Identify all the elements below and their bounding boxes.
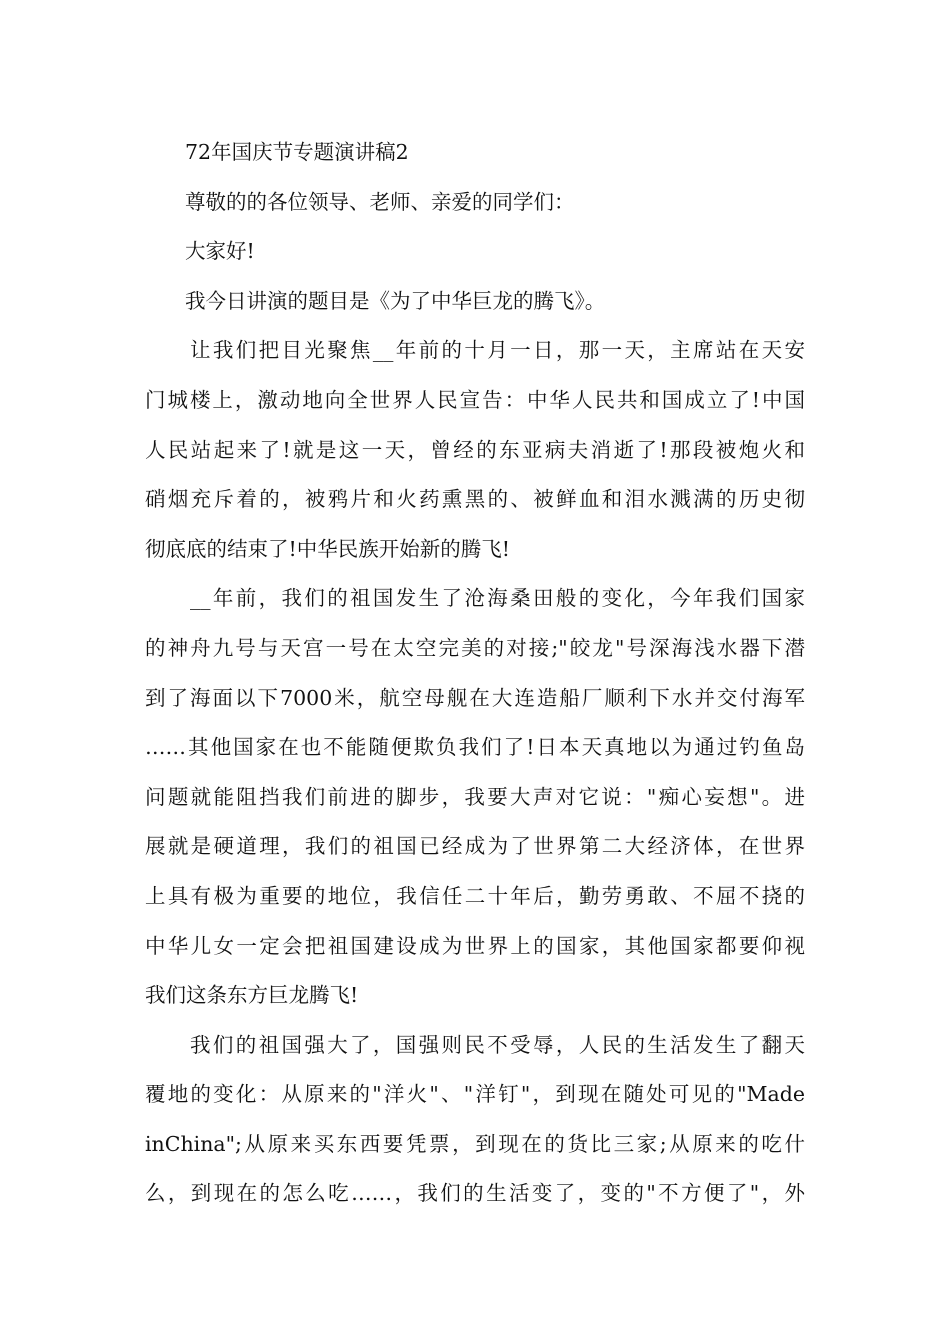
speech-topic: 我今日讲演的题目是《为了中华巨龙的腾飞》。 <box>185 288 606 313</box>
paragraph-line: ……其他国家在也不能随便欺负我们了!日本天真地以为通过钓鱼岛 <box>145 735 805 760</box>
paragraph-line: 门城楼上，激动地向全世界人民宣告：中华人民共和国成立了!中国 <box>145 387 805 412</box>
paragraph-line: 展就是硬道理，我们的祖国已经成为了世界第二大经济体，在世界 <box>145 834 805 859</box>
greeting: 大家好! <box>185 239 255 264</box>
paragraph-line: 我们的祖国强大了，国强则民不受辱，人民的生活发生了翻天 <box>190 1032 805 1057</box>
paragraph-line: 上具有极为重要的地位，我信任二十年后，勤劳勇敢、不屈不挠的 <box>145 883 805 908</box>
salutation: 尊敬的的各位领导、老师、亲爱的同学们： <box>185 189 575 214</box>
document-title: 72年国庆节专题演讲稿2 <box>185 140 409 164</box>
paragraph-line: 中华儿女一定会把祖国建设成为世界上的国家，其他国家都要仰视 <box>145 933 805 958</box>
paragraph-line: 人民站起来了!就是这一天，曾经的东亚病夫消逝了!那段被炮火和 <box>145 437 805 462</box>
paragraph-line: 我们这条东方巨龙腾飞! <box>145 983 359 1008</box>
paragraph-line: 让我们把目光聚焦__年前的十月一日，那一天，主席站在天安 <box>190 338 805 363</box>
paragraph-line: 硝烟充斥着的，被鸦片和火药熏黑的、被鲜血和泪水溅满的历史彻 <box>145 487 805 512</box>
paragraph-line: inChina";从原来买东西要凭票，到现在的货比三家;从原来的吃什 <box>145 1131 805 1156</box>
paragraph-line: 问题就能阻挡我们前进的脚步，我要大声对它说："痴心妄想"。进 <box>145 784 805 809</box>
paragraph-line: 彻底底的结束了!中华民族开始新的腾飞! <box>145 536 510 561</box>
paragraph-line: __年前，我们的祖国发生了沧海桑田般的变化，今年我们国家 <box>190 586 805 611</box>
paragraph-line: 覆地的变化：从原来的"洋火"、"洋钉"，到现在随处可见的"Made <box>145 1082 805 1107</box>
paragraph-line: 到了海面以下7000米，航空母舰在大连造船厂顺利下水并交付海军 <box>145 685 805 710</box>
paragraph-line: 的神舟九号与天宫一号在太空完美的对接;"皎龙"号深海浅水器下潜 <box>145 635 805 660</box>
paragraph-line: 么，到现在的怎么吃……，我们的生活变了，变的"不方便了"，外 <box>145 1181 805 1206</box>
document-body <box>145 128 805 1219</box>
